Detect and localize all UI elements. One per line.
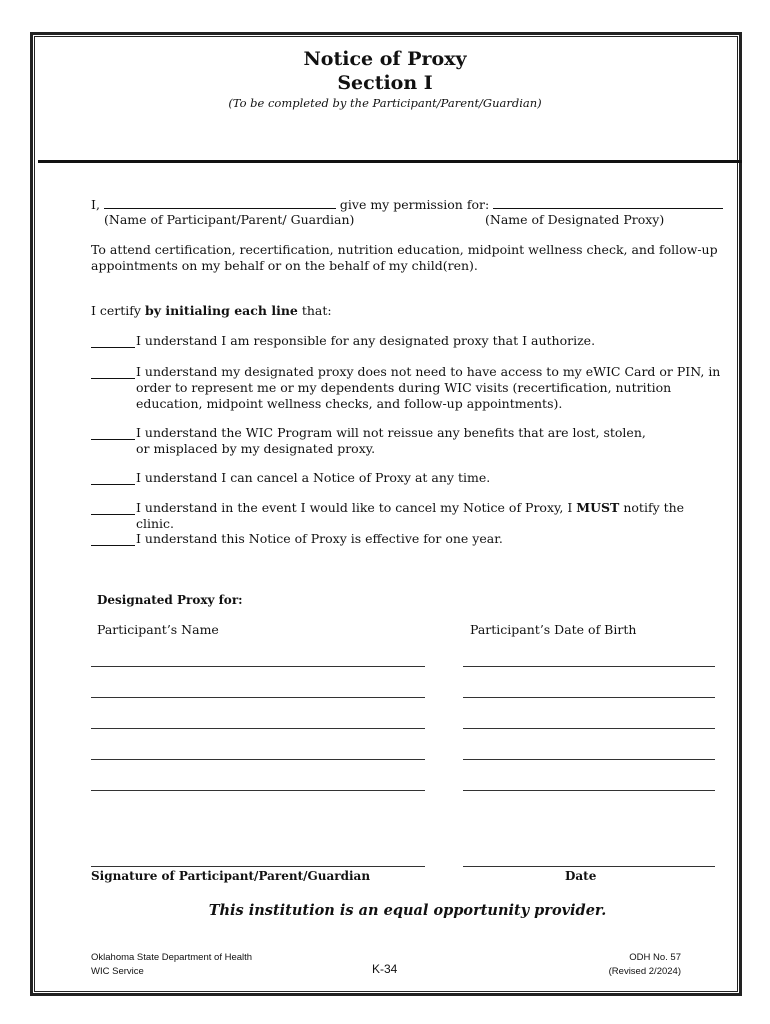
form-number: ODH No. 57 [629,952,681,963]
form-subtitle: (To be completed by the Participant/Parent/Guardian) [228,96,542,110]
initial-field-6[interactable] [91,531,135,546]
form-title: Notice of Proxy [303,48,467,70]
item-5-bold: MUST [576,500,620,515]
initial-field-4[interactable] [91,470,135,485]
participant-name-field[interactable] [104,196,336,209]
proxy-name-label: (Name of Designated Proxy) [485,212,665,227]
participant-name-line-1[interactable] [91,666,425,667]
date-line[interactable] [463,866,715,867]
item-5-pre: I understand in the event I would like to cancel my Notice of Proxy, I [136,500,573,515]
item-4-text: I understand I can cancel a Notice of Proxy at any time. [136,470,491,485]
permission-middle: give my permission for: [339,197,490,212]
initial-field-5[interactable] [91,500,135,515]
participant-name-line-3[interactable] [91,728,425,729]
dob-line-4[interactable] [463,759,715,760]
page-number: K-34 [372,962,398,976]
dob-line-2[interactable] [463,697,715,698]
permission-line [91,196,723,213]
column-participant-name: Participant’s Name [97,622,219,637]
purpose-text: To attend certification, recertification, nutrition education, midpoint wellness check, and follow-up appointments on my behalf or on the behalf of my child(ren). [91,242,718,273]
dob-line-3[interactable] [463,728,715,729]
participant-name-line-4[interactable] [91,759,425,760]
initial-field-2[interactable] [91,364,135,379]
item-2-text: I understand my designated proxy does not need to have access to my eWIC Card or PIN, in order to represent me or my dependents during WIC visits (recertification, nutrition education, midpoint wellness checks, and follow-up appointments). [136,364,721,411]
date-label: Date [565,869,597,883]
signature-line[interactable] [91,866,425,867]
revision-date: (Revised 2/2024) [608,966,681,977]
column-date-of-birth: Participant’s Date of Birth [470,622,637,637]
certify-text [91,303,332,319]
header-divider [38,160,742,163]
permission-prefix: I, [91,197,100,212]
certify-post: that: [301,303,332,318]
item-6-text: I understand this Notice of Proxy is effective for one year. [136,531,503,546]
item-5-text [136,500,726,532]
participant-name-line-2[interactable] [91,697,425,698]
certify-bold: by initialing each line [144,303,298,318]
certify-pre: I certify [91,303,141,318]
participant-name-label: (Name of Participant/Parent/ Guardian) [104,212,355,227]
item-5-post: notify the clinic. [136,500,685,531]
footer-org-line-1: Oklahoma State Department of Health [91,952,253,963]
dob-line-5[interactable] [463,790,715,791]
proxy-name-field[interactable] [493,196,723,209]
section-title: Section I [337,72,433,94]
initial-field-3[interactable] [91,425,135,440]
footer-org-line-2: WIC Service [91,966,144,977]
participant-name-line-5[interactable] [91,790,425,791]
signature-label: Signature of Participant/Parent/Guardian [91,869,371,883]
item-3-text: I understand the WIC Program will not reissue any benefits that are lost, stolen, or misplaced by my designated proxy. [136,425,646,456]
item-1-text: I understand I am responsible for any designated proxy that I authorize. [136,333,596,348]
proxy-heading: Designated Proxy for: [97,593,243,607]
equal-opportunity-statement: This institution is an equal opportunity provider. [208,902,607,919]
dob-line-1[interactable] [463,666,715,667]
initial-field-1[interactable] [91,333,135,348]
